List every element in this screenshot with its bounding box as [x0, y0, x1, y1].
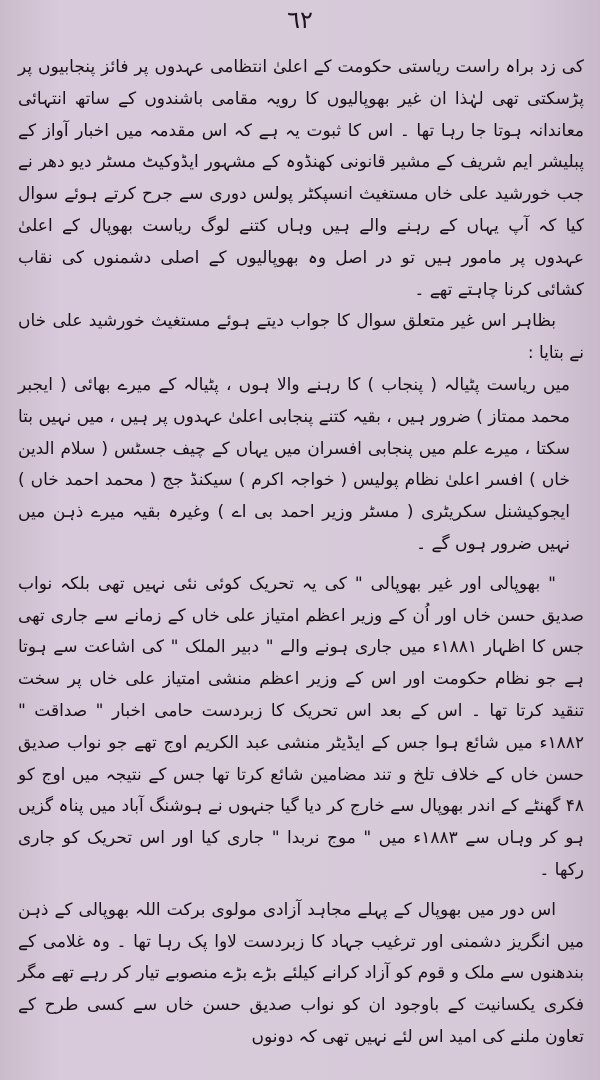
quoted-testimony: میں ریاست پٹیالہ ( پنجاب ) کا رہنے والا ہوں ، پٹیالہ کے میرے بھائی ( ایجبر محمد ممتاز ) ضرور ہیں ، بقیہ کتنے پنجابی اعلیٰ عہدوں پر ہیں ، میں نہیں بتا سکتا ، میرے علم میں پنجابی افسران میں یہاں کے چیف جسٹس ( سلام الدین خاں ) افسر اعلیٰ نظام پولیس ( خواجہ اکرم ) سیکنڈ جج ( محمد احمد خاں ) ایجوکیشنل سکریٹری ( مسٹر وزیر احمد بی اے ) وغیرہ بقیہ میرے ذہن میں نہیں ضرور ہوں گے ۔	[18, 374, 570, 554]
page-body-text	[18, 52, 584, 1054]
paragraph-1: کی زد براہ راست ریاستی حکومت کے اعلیٰ انتظامی عہدوں پر فائز پنجابیوں پر پڑسکتی تھی لہٰذا ان غیر بھوپالیوں کا رویہ مقامی باشندوں کے ساتھ انتہائی معاندانہ ہوتا جا رہا تھا ۔ اس کا ثبوت یہ ہے کہ اس مقدمہ میں اخبار آواز کے پبلیشر ایم شریف کے مشیر قانونی کھنڈوہ کے مشہور ایڈوکیٹ مسٹر دیو دھر نے جب خورشید علی خاں مستغیث انسپکٹر پولس دوری سے جرح کرتے ہوئے سوال کیا کہ آپ یہاں کے رہنے والے ہیں وہاں کتنے لوگ ریاست بھوپال کے اعلیٰ عہدوں پر مامور ہیں تو در اصل وہ بھوپالیوں کے اصلی دشمنوں کی نقاب کشائی کرنا چاہتے تھے ۔	[18, 57, 584, 300]
paragraph-4: " بھوپالی اور غیر بھوپالی " کی یہ تحریک کوئی نئی نہیں تھی بلکہ نواب صدیق حسن خاں اور اُن کے وزیر اعظم امتیاز علی خاں کے زمانے سے جاری تھی جس کا اظہار ۱۸۸۱ء میں جاری ہونے والے " دبیر الملک " کی اشاعت سے ہوتا ہے جو نظام حکومت اور اس کے وزیر اعظم منشی امتیاز علی خاں پر سخت تنقید کرتا تھا ۔ اس کے بعد اس تحریک کا زبردست حامی اخبار " صداقت " ۱۸۸۲ء میں شائع ہوا جس کے ایڈیٹر منشی عبد الکریم اوج تھے جو نواب صدیق حسن خاں کے خلاف تلخ و تند مضامین شائع کرتا تھا جس کے نتیجہ میں اوج کو ۴۸ گھنٹے کے اندر بھوپال سے خارج کر دیا گیا جنہوں نے ہوشنگ آباد میں پناہ گزیں ہو کر وہاں سے ۱۸۸۳ء میں " موج نربدا " جاری کیا اور اس تحریک کو جاری رکھا ۔	[18, 573, 584, 880]
page-number: ٦٢	[287, 6, 313, 34]
paragraph-2: بظاہر اس غیر متعلق سوال کا جواب دیتے ہوئے مستغیث خورشید علی خاں نے بتایا :	[18, 311, 584, 364]
paragraph-5: اس دور میں بھوپال کے پہلے مجاہد آزادی مولوی برکت اللہ بھوپالی کے ذہن میں انگریز دشمنی اور ترغیب جہاد کا زبردست لاوا پک رہا تھا ۔ وہ غلامی کے بندھنوں سے ملک و قوم کو آزاد کرانے کیلئے بڑے بڑے منصوبے تیار کر رہے تھے مگر فکری یکسانیت کے باوجود ان کو نواب صدیق حسن خاں سے کسی طرح کے تعاون ملنے کی امید اس لئے نہیں تھی کہ دونوں	[18, 899, 584, 1047]
